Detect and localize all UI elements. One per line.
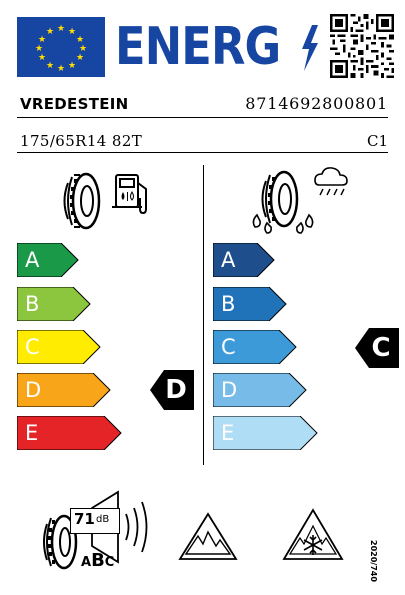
wet-class-label: D — [221, 378, 238, 402]
svg-text:★: ★ — [37, 53, 47, 63]
brand-name: VREDESTEIN — [20, 95, 129, 113]
divider — [17, 152, 388, 153]
wet-class-label: C — [221, 335, 236, 359]
fuel-class-label: C — [25, 335, 40, 359]
wet-bar-c — [213, 330, 297, 364]
fuel-class-label: A — [25, 248, 40, 272]
wet-class-label: B — [221, 292, 236, 316]
svg-text:★: ★ — [45, 27, 55, 37]
svg-text:★: ★ — [78, 44, 88, 54]
ice-snowflake-mountain-icon — [282, 508, 344, 562]
wet-rating-letter: C — [371, 333, 391, 363]
fuel-rating-indicator — [150, 370, 194, 410]
fuel-bar-a — [17, 243, 79, 277]
wet-bar-a — [213, 243, 275, 277]
fuel-rating-letter: D — [165, 375, 187, 405]
ean-code: 8714692800801 — [245, 94, 388, 113]
rain-cloud-tyre-icon — [247, 163, 362, 235]
lightning-bolt-icon — [298, 25, 320, 71]
svg-text:★: ★ — [75, 53, 85, 63]
noise-class-b: B — [91, 550, 105, 571]
fuel-bar-d — [17, 373, 111, 407]
divider — [17, 117, 388, 118]
wet-class-label: A — [221, 248, 236, 272]
noise-class — [81, 550, 114, 571]
svg-text:★: ★ — [67, 27, 77, 37]
noise-class-c: C — [104, 555, 115, 570]
wet-bar-e — [213, 416, 318, 450]
fuel-class-label: D — [25, 378, 42, 402]
qr-code-icon — [330, 14, 394, 78]
noise-unit: dB — [96, 514, 110, 525]
svg-text:★: ★ — [45, 61, 55, 71]
fuel-class-label: B — [25, 292, 40, 316]
svg-text:★: ★ — [56, 64, 66, 74]
noise-class-a: A — [81, 555, 92, 570]
eu-flag-icon — [17, 17, 105, 77]
tyre-class: C1 — [366, 132, 388, 150]
fuel-bar-e — [17, 416, 122, 450]
noise-value: 71 — [74, 510, 95, 528]
svg-text:★: ★ — [67, 61, 77, 71]
svg-text:★: ★ — [37, 35, 47, 45]
regulation-number: 2020/740 — [369, 540, 378, 582]
fuel-pump-tyre-icon — [60, 165, 155, 230]
column-divider — [203, 165, 204, 465]
svg-text:★: ★ — [75, 35, 85, 45]
fuel-class-label: E — [25, 421, 39, 445]
energy-title: ENERG — [115, 17, 281, 77]
three-peak-mountain-icon — [178, 512, 238, 562]
svg-text:★: ★ — [34, 44, 44, 54]
tyre-size: 175/65R14 82T — [20, 132, 143, 150]
wet-bar-d — [213, 373, 307, 407]
wet-rating-indicator — [355, 328, 399, 368]
svg-text:★: ★ — [56, 24, 66, 34]
fuel-bar-b — [17, 287, 91, 321]
wet-class-label: E — [221, 421, 235, 445]
wet-bar-b — [213, 287, 287, 321]
fuel-bar-c — [17, 330, 101, 364]
